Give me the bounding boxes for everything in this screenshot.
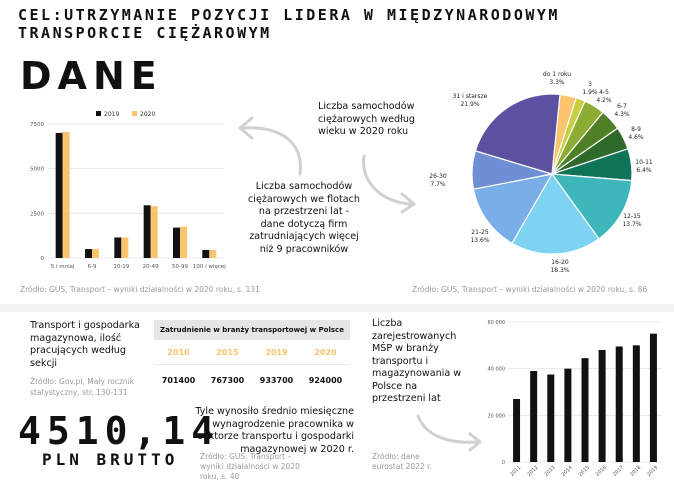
slice-label: 26-30 [429,173,447,180]
slice-label: 21-25 [471,229,489,236]
slice-label: 6-7 [617,103,627,110]
slice-percent: 21.9% [460,101,480,108]
slice-percent: 13.7% [622,221,642,228]
y-tick-label: 7500 [30,122,44,128]
x-tick-label: 5 i mniej [50,264,75,270]
title-line-2: TRANSPORCIE CIĘŻAROWYM [18,24,272,42]
bar-2020 [121,237,128,258]
legend-label: 2020 [140,111,156,118]
section-heading: DANE [20,54,163,98]
x-tick-label: 100 i więcej [192,264,226,270]
bar [513,399,520,462]
employment-source: Źródło: Gov.pl, Mały rocznik statystyczny, str. 130-131 [30,377,135,397]
value-cell: 701400 [161,376,196,385]
msp-source: Źródło: dane eurostat 2022 r. [372,452,432,471]
bar [599,350,606,462]
employment-values-row [154,376,350,385]
bar-2020 [63,132,70,258]
bar-2019 [173,228,180,258]
slice-label: 16-20 [551,259,569,266]
slice-percent: 4.2% [596,97,612,104]
bar-2019 [85,249,92,258]
fleet-source: Źródło: GUS, Transport – wyniki działalności w 2020 roku, s. 131 [20,285,260,294]
bar [547,375,554,463]
msp-label: Liczba zarejestrowanych MŚP w branży transportu i magazynowania w Polsce na przestrzeni lat [372,318,462,404]
employment-label: Transport i gospodarka magazynowa, ilość pracujących według sekcji [30,320,140,369]
bar [530,371,537,462]
legend-label: 2019 [104,111,120,118]
y-tick-label: 2500 [30,211,44,218]
bar [564,369,571,462]
slice-label: 10-11 [635,159,653,166]
slice-percent: 13.6% [470,237,490,244]
x-tick-label: 2011 [509,464,523,478]
bar [616,347,623,463]
slice-label: 12-15 [623,213,641,220]
slice-percent: 18.3% [550,267,570,274]
x-tick-label: 2014 [560,464,574,478]
value-cell: 924000 [308,376,343,385]
y-tick-label: 0 [501,460,505,466]
title-line-1: CEL:UTRZYMANIE POZYCJI LIDERA W MIĘDZYNARODOWYM [18,6,560,24]
slice-label: 8-9 [631,126,641,133]
x-tick-label: 2013 [543,464,557,478]
x-tick-label: 2017 [611,464,626,478]
y-tick-label: 5000 [30,166,44,173]
slice-label: 3 [588,81,592,88]
slice-label: do 1 roku [542,71,572,78]
bar-2019 [202,250,209,258]
fleet-bar-chart [14,104,230,284]
age-pie-chart [410,68,674,280]
salary-unit: PLN BRUTTO [42,450,179,469]
x-tick-label: 2018 [629,464,643,478]
employment-table-title: Zatrudnienie w branży transportowej w Polsce [154,320,350,340]
bar-2019 [114,237,121,258]
bar-2020 [209,250,216,258]
x-tick-label: 50-99 [172,264,188,270]
legend-swatch [96,111,101,116]
msp-bar-chart [478,312,668,484]
value-cell: 933700 [259,376,294,385]
bar-2020 [92,249,99,258]
year-cell: 2020 [314,348,337,357]
slice-label: 31 i starsze [452,93,488,100]
year-cell: 2019 [265,348,288,357]
x-tick-label: 2015 [577,464,591,478]
arrow-to-fleet-chart [230,112,310,184]
slice-percent: 4.3% [614,111,630,118]
y-tick-label: 0 [40,256,44,262]
bar [633,345,640,462]
slice-percent: 7.7% [430,181,446,188]
slice-percent: 3.3% [549,79,565,86]
bar [582,358,589,462]
value-cell: 767300 [210,376,245,385]
year-cell: 2015 [216,348,239,357]
fleet-chart-label: Liczba samochodów ciężarowych we flotach na przestrzeni lat - dane dotyczą firm zatrudniających więcej niż 9 pracowników [248,181,360,255]
age-chart-label: Liczba samochodów ciężarowych według wieku w 2020 roku [318,101,416,137]
employment-table-rule [154,364,350,365]
page-title [18,6,560,42]
slice-percent: 1.9% [582,89,598,96]
salary-amount: 4510,14 [18,409,221,453]
x-tick-label: 10-19 [113,264,130,270]
bar-2020 [151,206,158,258]
salary-source: Źródło: GUS, Transport – wyniki działalności w 2020 roku, s. 40 [200,452,300,481]
x-tick-label: 2019 [646,464,660,478]
salary-label: Tyle wynosiło średnio miesięczne wynagrodzenie pracownika w sektorze transportu i gospodarki magazynowej w 2020 r. [195,406,354,455]
bar [650,334,657,462]
section-divider [0,304,674,312]
x-tick-label: 20-49 [142,264,159,270]
bar-2019 [56,133,63,258]
slice-percent: 6.4% [636,167,652,174]
legend-swatch [132,111,137,116]
y-tick-label: 40 000 [487,366,505,373]
x-tick-label: 2016 [594,464,609,478]
x-tick-label: 6-9 [87,264,97,270]
y-tick-label: 60 000 [487,320,505,326]
bar-2020 [180,227,187,258]
bar-2019 [144,205,151,258]
year-cell: 2010 [167,348,190,357]
slice-label: 4-5 [599,89,609,96]
y-tick-label: 20 000 [487,413,505,420]
slice-percent: 4.6% [628,134,644,141]
age-source: Źródło: GUS, Transport – wyniki działalności w 2020 roku, s. 86 [412,285,648,294]
employment-years-row [154,348,350,357]
x-tick-label: 2012 [526,464,540,478]
